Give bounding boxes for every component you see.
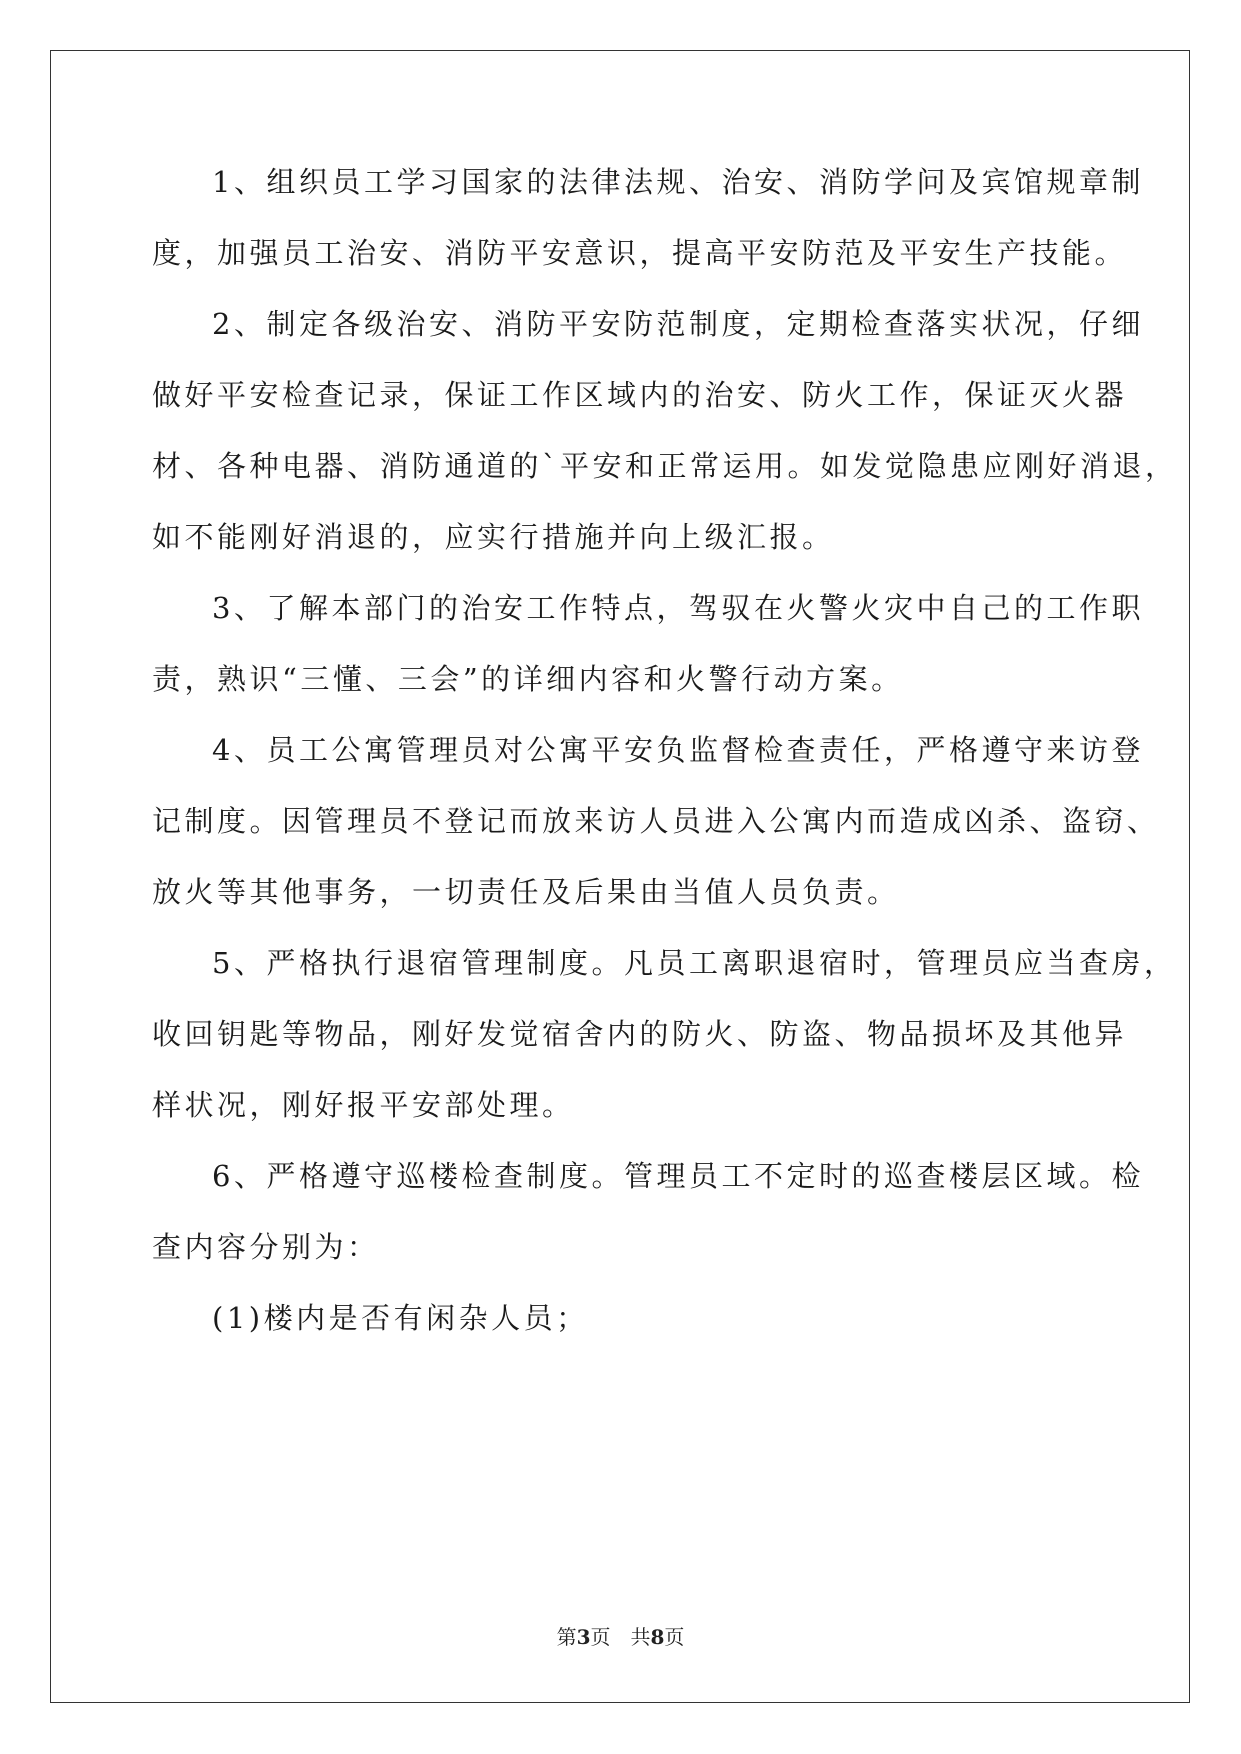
paragraph-5-line-1: 5、严格执行退宿管理制度。凡员工离职退宿时，管理员应当查房， — [212, 946, 1177, 980]
paragraph-2-line-3: 材、各种电器、消防通道的`平安和正常运用。如发觉隐患应刚好消退， — [152, 449, 1178, 483]
paragraph-4-line-2: 记制度。因管理员不登记而放来访人员进入公寓内而造成凶杀、盗窃、 — [152, 804, 1160, 838]
footer-prefix: 第 — [556, 1625, 577, 1649]
paragraph-5-line-2: 收回钥匙等物品，刚好发觉宿舍内的防火、防盗、物品损坏及其他异 — [152, 1017, 1128, 1051]
paragraph-6-line-1: 6、严格遵守巡楼检查制度。管理员工不定时的巡查楼层区域。检 — [212, 1159, 1144, 1193]
paragraph-4-line-1: 4、员工公寓管理员对公寓平安负监督检查责任，严格遵守来访登 — [212, 733, 1144, 767]
current-page-number: 3 — [576, 1625, 591, 1649]
paragraph-4-line-3: 放火等其他事务，一切责任及后果由当值人员负责。 — [152, 875, 900, 909]
paragraph-3-line-2: 责，熟识“三懂、三会”的详细内容和火警行动方案。 — [152, 662, 904, 696]
list-item-1: (1)楼内是否有闲杂人员； — [212, 1301, 589, 1335]
paragraph-2-line-4: 如不能刚好消退的，应实行措施并向上级汇报。 — [152, 520, 835, 554]
paragraph-6-line-2: 查内容分别为： — [152, 1230, 380, 1264]
paragraph-5-line-3: 样状况，刚好报平安部处理。 — [152, 1088, 575, 1122]
footer-middle: 页 共 — [590, 1625, 651, 1649]
paragraph-1-line-1: 1、组织员工学习国家的法律法规、治安、消防学问及宾馆规章制 — [212, 165, 1144, 199]
page-footer — [0, 1621, 1241, 1650]
paragraph-1-line-2: 度，加强员工治安、消防平安意识，提高平安防范及平安生产技能。 — [152, 236, 1128, 270]
footer-suffix: 页 — [664, 1625, 685, 1649]
paragraph-2-line-2: 做好平安检查记录，保证工作区域内的治安、防火工作，保证灭火器 — [152, 378, 1128, 412]
total-page-number: 8 — [650, 1625, 665, 1649]
paragraph-3-line-1: 3、了解本部门的治安工作特点，驾驭在火警火灾中自己的工作职 — [212, 591, 1144, 625]
paragraph-2-line-1: 2、制定各级治安、消防平安防范制度，定期检查落实状况，仔细 — [212, 307, 1144, 341]
